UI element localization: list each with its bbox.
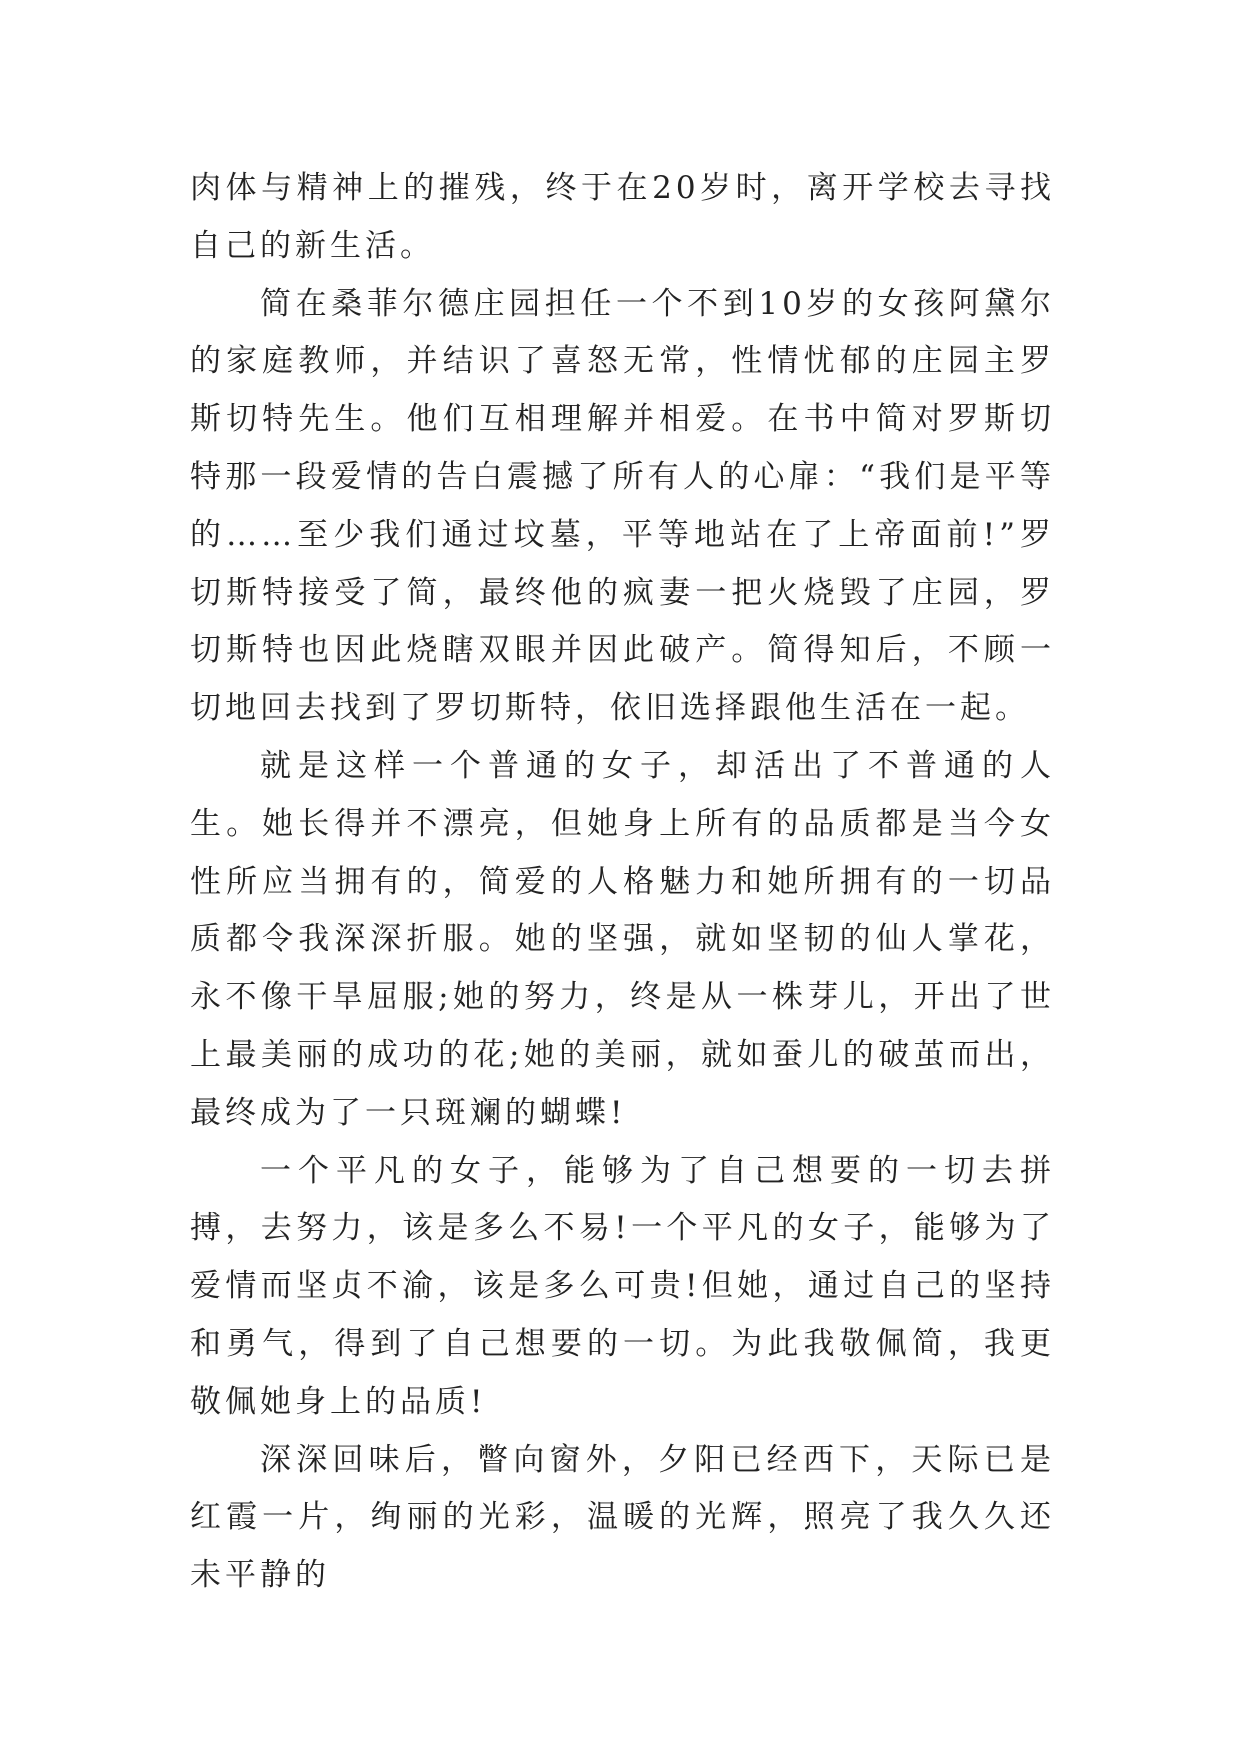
document-body [190, 160, 1055, 1605]
paragraph: 深深回味后，瞥向窗外，夕阳已经西下，天际已是红霞一片，绚丽的光彩，温暖的光辉，照亮了我久久还未平静的 [190, 1441, 1055, 1594]
paragraph-continuation: 肉体与精神上的摧残，终于在20岁时，离开学校去寻找自己的新生活。 [190, 170, 1055, 264]
paragraph: 就是这样一个普通的女子，却活出了不普通的人生。她长得并不漂亮，但她身上所有的品质都是当今女性所应当拥有的，简爱的人格魅力和她所拥有的一切品质都令我深深折服。她的坚强，就如坚韧的仙人掌花，永不像干旱屈服;她的努力，终是从一株芽儿，开出了世上最美丽的成功的花;她的美丽，就如蚕儿的破茧而出，最终成为了一只斑斓的蝴蝶! [190, 747, 1055, 1131]
paragraph: 一个平凡的女子，能够为了自己想要的一切去拼搏，去努力，该是多么不易!一个平凡的女子，能够为了爱情而坚贞不渝，该是多么可贵!但她，通过自己的坚持和勇气，得到了自己想要的一切。为此我敬佩简，我更敬佩她身上的品质! [190, 1152, 1055, 1420]
paragraph: 简在桑菲尔德庄园担任一个不到10岁的女孩阿黛尔的家庭教师，并结识了喜怒无常，性情忧郁的庄园主罗斯切特先生。他们互相理解并相爱。在书中简对罗斯切特那一段爱情的告白震撼了所有人的心扉：“我们是平等的……至少我们通过坟墓，平等地站在了上帝面前!”罗切斯特接受了简，最终他的疯妻一把火烧毁了庄园，罗切斯特也因此烧瞎双眼并因此破产。简得知后，不顾一切地回去找到了罗切斯特，依旧选择跟他生活在一起。 [190, 285, 1055, 727]
